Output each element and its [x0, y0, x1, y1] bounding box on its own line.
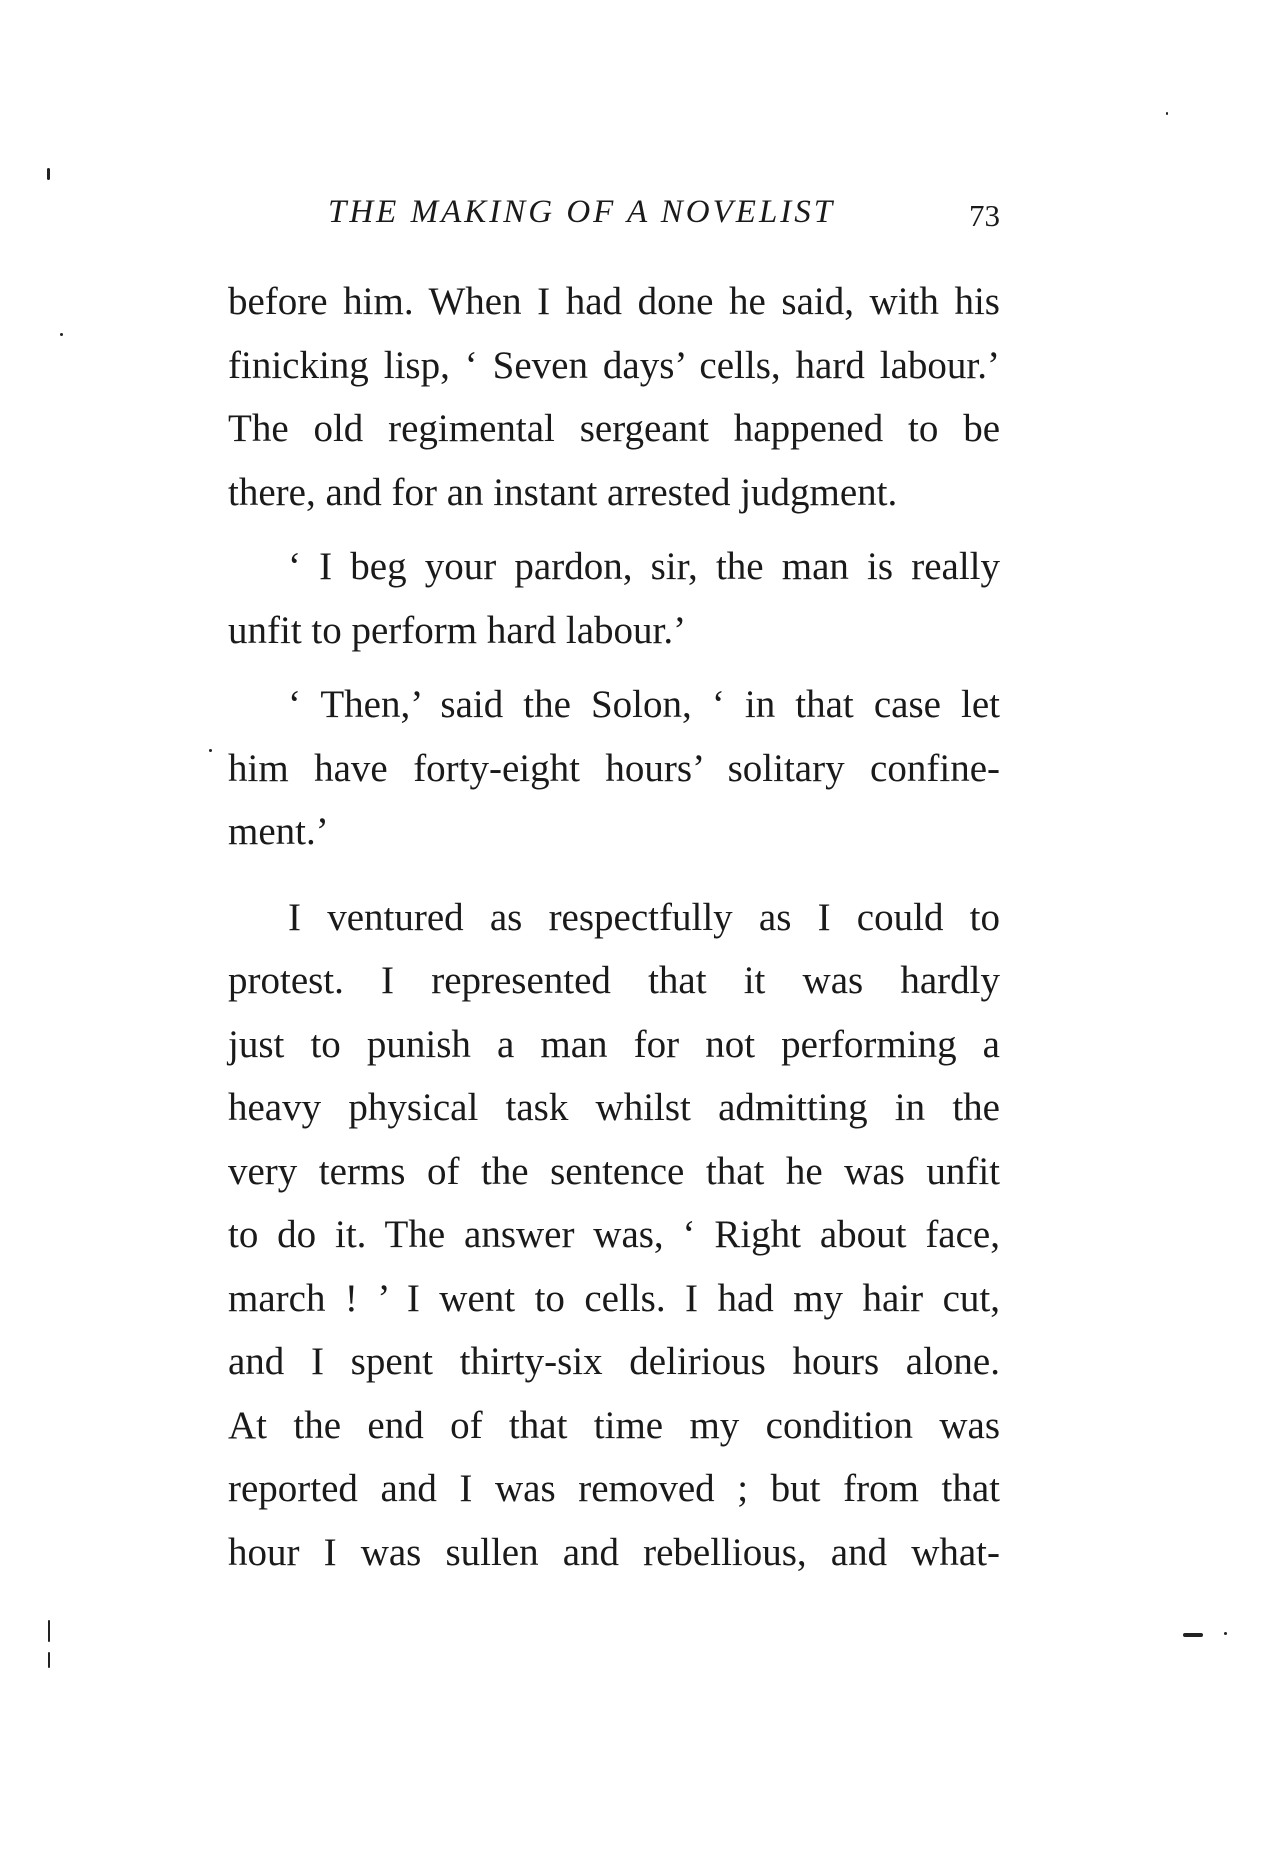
text-line: unfit to perform hard labour.’ [228, 608, 687, 652]
text-line: to do it. The answer was, ‘ Right about face, [228, 1213, 1000, 1256]
page-number: 73 [969, 198, 1000, 233]
running-title: THE MAKING OF A NOVELIST [328, 194, 836, 230]
text-line: very terms of the sentence that he was unfit [228, 1149, 1000, 1193]
text-line: ‘ I beg your pardon, sir, the man is really [288, 545, 1000, 588]
text-line: ‘ Then,’ said the Solon, ‘ in that case let [288, 683, 1000, 726]
text-line: The old regimental sergeant happened to be [228, 407, 1000, 450]
text-line: finicking lisp, ‘ Seven days’ cells, hard labour.’ [228, 343, 1000, 387]
scan-mark [1183, 1633, 1203, 1637]
text-line: ment.’ [228, 810, 329, 853]
text-line: heavy physical task whilst admitting in the [228, 1086, 1000, 1129]
scan-mark [47, 168, 50, 180]
text-line: before him. When I had done he said, with his [228, 280, 1000, 323]
scan-mark [48, 1652, 50, 1668]
text-line: hour I was sullen and rebellious, and what- [228, 1530, 1000, 1574]
text-line: At the end of that time my condition was [228, 1403, 1000, 1447]
scan-mark [1224, 1632, 1227, 1635]
scan-mark [60, 333, 63, 336]
scan-mark [1166, 112, 1168, 115]
text-line: there, and for an instant arrested judgment. [228, 470, 898, 514]
text-line: just to punish a man for not performing a [228, 1022, 1000, 1066]
text-line: protest. I represented that it was hardly [228, 959, 1000, 1002]
text-line: him have forty-eight hours’ solitary confine- [228, 746, 1000, 790]
text-line: march ! ’ I went to cells. I had my hair cut, [228, 1276, 1000, 1320]
body-text [228, 270, 1000, 1584]
text-line: and I spent thirty-six delirious hours alone. [228, 1340, 1000, 1383]
scan-mark [209, 749, 212, 752]
text-line: I ventured as respectfully as I could to [288, 895, 1000, 939]
text-line: reported and I was removed ; but from that [228, 1467, 1000, 1510]
scan-mark [48, 1620, 50, 1642]
running-head [230, 190, 1000, 240]
